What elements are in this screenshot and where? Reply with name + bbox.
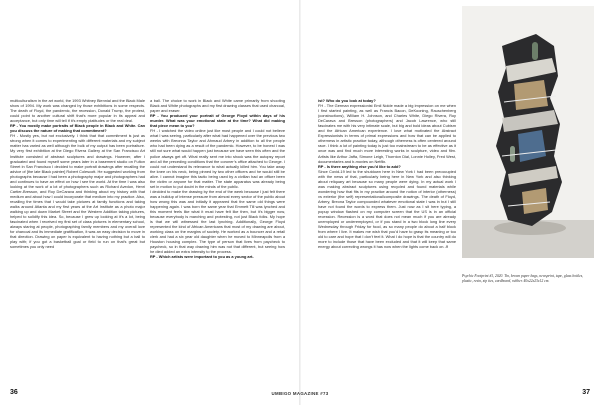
article-column-2 — [150, 98, 285, 388]
interview-question: RP - You produced your portrait of George Floyd within days of his murder. What was your emotional state at the time? What did making that piece mean to you? — [150, 113, 285, 129]
end-mark: // — [445, 244, 448, 250]
caption-title: Psychic Footprint #1 — [462, 274, 494, 278]
paragraph: a ball. The choice to work in Black and White came primarily from shooting Black and White photographs and my first drawing classes that used charcoal, paper and eraser. — [150, 98, 285, 114]
page-number-left: 36 — [10, 389, 18, 396]
interview-question: RP - Which artists were important to you as a young art- — [150, 254, 254, 260]
paragraph: FH - The German expressionist Emil Nolde made a big impression on me when I first started painting, as well as Francis Bacon, DeKooning, Rauschenberg (constructions), William H. Johnson, and Charles White, Diego Rivera, Roy DeCarava and Bresson (photographers) and Jacob Lawrence, who still fascinates me with his very intimate scale, but big and bold ideas about Cubism and the African American experience. I love what motivated the Abstract Expressionists in terms of primal expressions and how that can be applied to otherness in artistic practice today, although otherness is often centered around race. I think a lot of painting today is just too mainstream to be as effective as it once was and find much more interesting works in sculpture, video and film. Artists like Arthur Jaffa, Simone Leigh, Thornton Dial, Lonnie Holley, Fred West, documentaries and b-movies on Netflix. — [318, 103, 456, 164]
paragraph-text: Since Covid-19 led to the shutdown here in New York I had been preoccupied with the news of that, particularly being here in New York and also thinking about reliquary art because so many people were dying. In my actual work I was making abstract sculptures using recycled and found materials while wondering how that fits in my practice around the notion of interior (otherness) vs exterior (the self) representational/composite drawings. The death of Floyd, Arbery, Breona Taylor compounded whatever emotional state I was in but I still have not found the words to express them. Just now as I sit here typing, a popup window flashed on my computer screen that the US is in an official recession. Recession is a word that does not mean much if you are already unemployed or underemployed, or if you stand in a two block long line every Wednesday through Friday for food, as so many people do about a half block from where I live. It makes me wish that you’d have to grasp its meaning or too old to care and hope that I don’t feel it. What I do hope is that the country will do more to include those that have been excluded and that it will keep that same energy about correcting wrongs it has now when the lights come back on. — [318, 168, 456, 250]
caption-details: , 2020. Tin, brown paper bags, newsprint, tape, glass bottles, plastic, resin, zip ties, cardboard, rubber. 40x22x23x12 cm. — [462, 274, 584, 283]
article-column-1 — [10, 98, 145, 388]
interview-question: RP - You mostly make portraits of Black people in Black and White. Can you discuss the nature of making that commitment? — [10, 123, 145, 134]
paragraph: FH - I watched the video online just like most people and I could not believe what I was seeing, particularly after what had happened over the previous two weeks with Breonna Taylor and Ahmaud Arbery in addition to all the people who had been dying as a result of the pandemic. However, to be honest I was still not sure what would happen just because we have seen this often and the police always get off. What really sent me into shock was the autopsy report and all the preceding conditions that the coroner’s office attached to George. I could not understand its relevance to what actually killed him. You take away the knee on his neck, being pinned by two other officers and he would still be alive. I cannot imagine this tactic being used by a civilian had an officer been the victim or anyone for that matter. The state apparatus was already being set in motion to put doubt in the minds of the public. — [150, 128, 285, 189]
page-gutter — [299, 0, 301, 405]
sculpture-photo — [462, 6, 594, 258]
interview-question: RP - Is there anything else you’d like to add? — [318, 163, 401, 169]
interview-question: ist? Who do you look at today? — [318, 98, 376, 103]
sculpture-illustration — [462, 6, 594, 258]
paragraph — [318, 169, 456, 250]
paragraph: FH - Mostly yes, but not exclusively. I think that that commitment is just as strong when it comes to experimenting with different materials and my subject matter has varied as well although the bulk of my output has been portraiture. My very first exhibition at the Diego Rivera Gallery at the San Francisco Art Institute consisted of abstract sculptures and drawings. However, after I graduated and found myself some years later in a basement studio on Fulton Street in San Francisco I decided to make portrait drawings after recalling the advice of [the late Black painter] Robert Colescott. He suggested working from photographs because I had been a photography major and photographers had and continues to have an effect on how I see the world. At the time I was also looking at the work of a lot of photographers such as Richard Avedon, Henri Cartier-Bresson, and Roy DeCarava and thinking about my history with that medium and about how I could incorporate that medium into my practice. Also, recalling the times that I would take pictures at family functions and taking walks around Atlanta and my first years at the Art Institute as a photo major walking up and down Market Street and the Western Addition taking pictures, helped to solidify this idea. So, because I grew up looking at it’s a lot, being fascinated when I received my first set of class pictures in elementary school, always staring at people, photographing family members and my overall love for charcoal and its immediate gratification, it was an easy decision to move in that direction. Drawing on paper is equivalent to having nothing but a ball to play with; if you got a basketball goal or field to run on that’s great but sometimes you only need — [10, 133, 145, 250]
article-column-3 — [318, 98, 456, 388]
magazine-masthead: UMBIGO MAGAZINE #73 — [271, 391, 329, 396]
paragraph: multiculturalism in the art world, the 1993 Whitney Biennial and the Black Male show of 1994. My work was changed by those exhibitions in some respects. The death of Floyd, the pandemic, the recession, Donald Trump, the protest, could point to another cultural shift that’s more popular in its appeal and acceptance, but only time will tell if it’s empty platitudes or the real deal. — [10, 98, 145, 124]
paragraph: I decided to make the drawing by the end of the week because I just felt there was a buildup of intense pressure from almost every sector of the public about how wrong this was and initially it appeared that the same old things were happening again. I was born the same year that Emmett Till was lynched and this moment feels like what it must have felt like then, but it’s bigger now, because everybody is marching and protesting, not just Black folks. My hope is that we will witnessed the last lynching. Additionally, George Floyd represented the kind of African Americans that most of my drawing are about, working class on the margins of society. He worked as a bouncer and a retail clerk and had a six year old daughter when he moved to Minneapolis from a Houston housing complex. The type of person that lives from paycheck to paycheck, so in that way drawing him was not that different, but seeing how he died added an extra intensity to the process. — [150, 188, 285, 255]
photo-caption — [462, 274, 594, 283]
page-number-right: 37 — [582, 389, 590, 396]
